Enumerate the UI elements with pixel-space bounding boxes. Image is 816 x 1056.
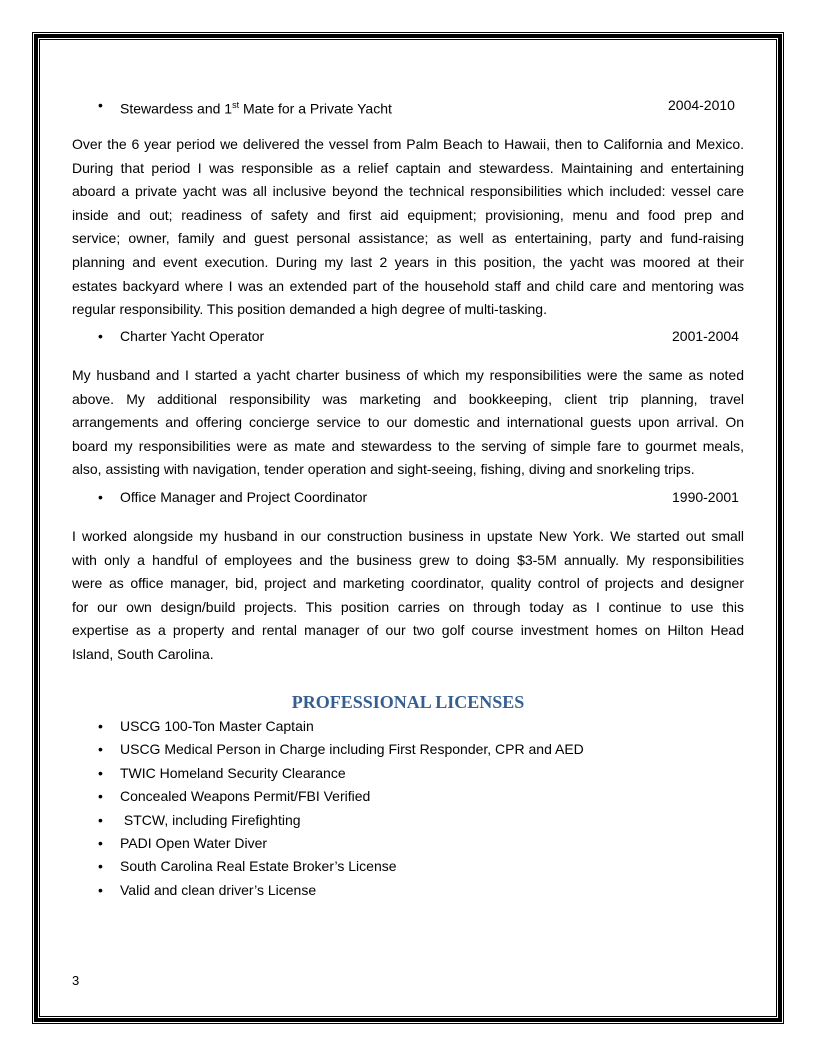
job-title	[120, 96, 392, 118]
job-years: 2004-2010	[668, 97, 735, 113]
paragraph-line: also, assisting with navigation, tender operation and sight-seeing, fishing, diving and snorkeling trips.	[72, 461, 695, 478]
bullet-icon: •	[98, 97, 103, 113]
job-years: 2001-2004	[672, 328, 739, 344]
paragraph-line: Island, South Carolina.	[72, 646, 214, 662]
job-title-sup: st	[232, 100, 240, 110]
bullet-icon: •	[98, 881, 103, 898]
section-heading: PROFESSIONAL LICENSES	[291, 692, 525, 712]
bullet-icon: •	[98, 328, 103, 344]
job-title: Charter Yacht Operator	[120, 328, 265, 344]
paragraph-line: aboard a private yacht was all inclusive beyond the technical responsibilities which included: vessel care	[72, 183, 744, 200]
paragraph-line: expertise as a property and rental manager of our two golf course investment homes on Hilton Head	[72, 622, 744, 639]
paragraph-line: During that period I was responsible as a relief captain and stewardess. Maintaining and entertaining	[72, 159, 744, 176]
paragraph-line: with only a handful of employees and the business grew to doing $3-5M annually. My responsibilities	[72, 551, 744, 568]
license-item: Concealed Weapons Permit/FBI Verified	[120, 788, 371, 805]
paragraph-line: I worked alongside my husband in our construction business in upstate New York. We started out small	[72, 528, 744, 544]
bullet-icon: •	[98, 741, 103, 758]
license-item: USCG 100-Ton Master Captain	[120, 718, 314, 734]
bullet-icon: •	[98, 718, 103, 734]
paragraph-line: inside and out; readiness of safety and first aid equipment; provisioning, menu and food prep and	[72, 206, 744, 223]
paragraph-line: estates backyard where I was an extended part of the household staff and child care and mentoring was	[72, 277, 744, 294]
license-item: STCW, including Firefighting	[120, 811, 301, 828]
paragraph-line: board my responsibilities were as mate and stewardess to the serving of simple fare to gourmet meals,	[72, 437, 744, 454]
bullet-icon: •	[98, 835, 103, 851]
license-item: PADI Open Water Diver	[120, 835, 268, 851]
page-number: 3	[72, 973, 80, 988]
license-item: Valid and clean driver’s License	[120, 881, 317, 898]
paragraph-line: Over the 6 year period we delivered the vessel from Palm Beach to Hawaii, then to California and Mexico.	[72, 136, 744, 152]
bullet-icon: •	[98, 489, 103, 505]
bullet-icon: •	[98, 858, 103, 875]
paragraph-line: My husband and I started a yacht charter business of which my responsibilities were the same as noted	[72, 367, 744, 383]
paragraph-line: arrangements and offering concierge service to our domestic and international guests upon arrival. On	[72, 414, 744, 431]
bullet-icon: •	[98, 788, 103, 805]
job-title-text: Mate for a Private Yacht	[239, 100, 392, 117]
paragraph-line: for our own design/build projects. This position carries on through today as I continue to use this	[72, 598, 744, 615]
job-years: 1990-2001	[672, 489, 739, 505]
license-item: TWIC Homeland Security Clearance	[120, 764, 346, 781]
license-item: USCG Medical Person in Charge including First Responder, CPR and AED	[120, 741, 584, 758]
job-title-text: Stewardess and 1	[120, 100, 233, 117]
paragraph-line: planning and event execution. During my last 2 years in this position, the yacht was moored at their	[72, 254, 744, 270]
paragraph-line: were as office manager, bid, project and marketing coordinator, quality control of projects and designer	[72, 575, 744, 592]
paragraph-line: service; owner, family and guest personal assistance; as well as entertaining, party and fund-raising	[72, 230, 744, 247]
job-title: Office Manager and Project Coordinator	[120, 489, 368, 505]
bullet-icon: •	[98, 811, 103, 828]
paragraph-line: above. My additional responsibility was marketing and bookkeeping, client trip planning, travel	[72, 390, 744, 407]
paragraph-line: regular responsibility. This position demanded a high degree of multi-tasking.	[72, 301, 547, 318]
bullet-icon: •	[98, 764, 103, 781]
license-item: South Carolina Real Estate Broker’s License	[120, 858, 397, 875]
